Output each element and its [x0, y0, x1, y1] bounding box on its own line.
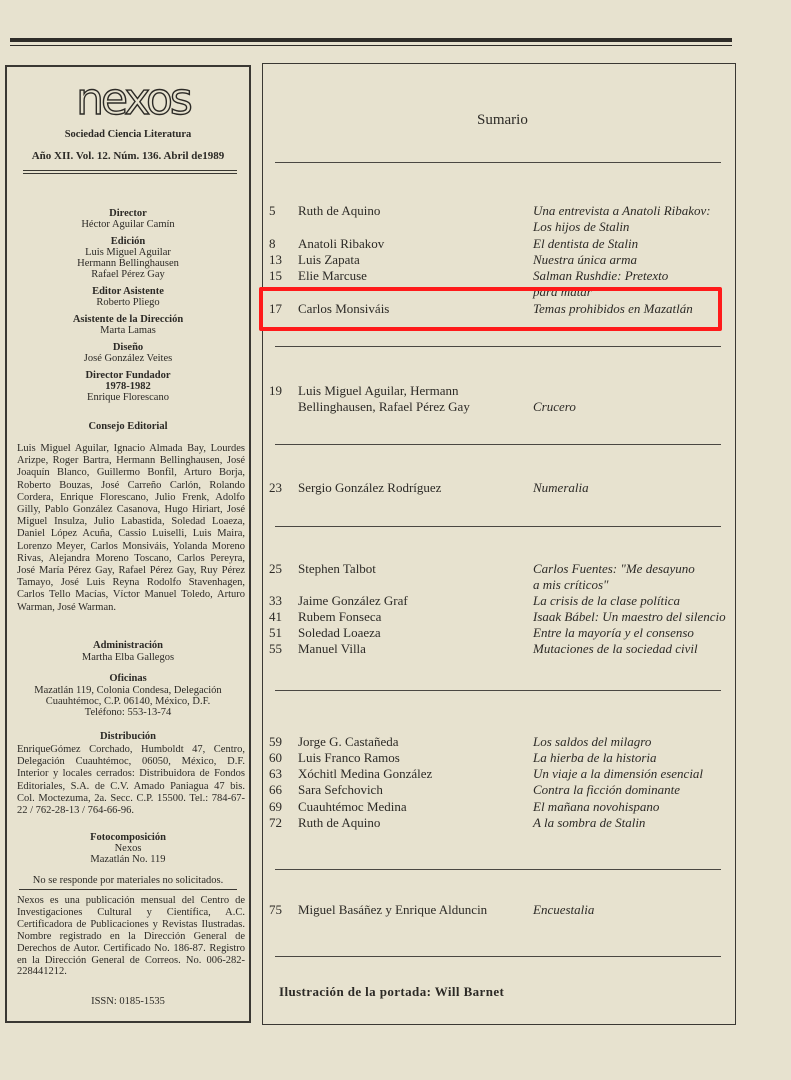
- toc-author: Cuauhtémoc Medina: [298, 799, 407, 814]
- name-asistente-direccion: Marta Lamas: [100, 325, 156, 336]
- admin-title: Administración: [92, 640, 163, 651]
- founder-years: 1978-1982: [105, 381, 151, 392]
- toc-page-number: 33: [269, 593, 282, 608]
- toc-author: Elie Marcuse: [298, 268, 367, 283]
- notice-divider: [19, 889, 237, 890]
- toc-article-title: Temas prohibidos en Mazatlán: [533, 301, 693, 316]
- toc-article-title: para matar: [533, 284, 592, 299]
- admin-name: Martha Elba Gallegos: [81, 652, 175, 663]
- distribucion-text: EnriqueGómez Corchado, Humboldt 47, Centro, Delegación Cuauhtémoc, 06050, México, D.F. Interior y locales cerrados: Distribuidora de Fondos Editoriales, S.A. de C.V. Amado Paniagua 47 bis. Col. Moctezuma, 2a. Secc. C.P. 15500. Tel.: 784-67-22 / 762-28-13 / 764-66-96.: [17, 744, 245, 817]
- toc-article-title: Nuestra única arma: [533, 252, 637, 267]
- toc-page-number: 72: [269, 815, 282, 830]
- toc-entry: [262, 766, 736, 782]
- toc-entry: [262, 383, 736, 399]
- toc-entry: [262, 203, 736, 219]
- toc-author: Bellinghausen, Rafael Pérez Gay: [298, 399, 470, 414]
- toc-entry: [262, 236, 736, 252]
- toc-entry: [262, 593, 736, 609]
- top-rule-thin: [10, 45, 732, 46]
- toc-article-title: A la sombra de Stalin: [533, 815, 646, 830]
- toc-page-number: 59: [269, 734, 282, 749]
- toc-author: Luis Franco Ramos: [298, 750, 400, 765]
- issn: ISSN: 0185-1535: [91, 996, 165, 1007]
- toc-page-number: 66: [269, 782, 282, 797]
- toc-page-number: 8: [269, 236, 276, 251]
- toc-author: Luis Miguel Aguilar, Hermann: [298, 383, 459, 398]
- toc-article-title: Una entrevista a Anatoli Ribakov:: [533, 203, 711, 218]
- legal-text: Nexos es una publicación mensual del Centro de Investigaciones Cultural y Científica, A.C. Certificadora de Publicaciones y Revistas Ilustradas. Nombre registrado en la Dirección General de Derechos de Autor. Certificado No. 186-87. Registro en la Dirección General de Correos. No. 006-282-228441212.: [17, 895, 245, 978]
- toc-entry: [262, 799, 736, 815]
- toc-entry: [262, 734, 736, 750]
- toc-entry: [262, 219, 736, 235]
- section-divider: [275, 526, 721, 527]
- toc-entry: [262, 609, 736, 625]
- section-divider: [275, 869, 721, 870]
- toc-article-title: La crisis de la clase política: [533, 593, 680, 608]
- issue-line: Año XII. Vol. 12. Núm. 136. Abril de1989: [31, 150, 225, 162]
- toc-author: Sergio González Rodríguez: [298, 480, 442, 495]
- foto-title: Fotocomposición: [90, 832, 166, 843]
- toc-page-number: 75: [269, 902, 282, 917]
- role-asistente-direccion: Asistente de la Dirección: [72, 314, 184, 325]
- name-editor-asistente: Roberto Pliego: [96, 297, 160, 308]
- toc-page-number: 17: [269, 301, 282, 316]
- toc-page-number: 19: [269, 383, 282, 398]
- toc-entry: [262, 625, 736, 641]
- toc-author: Soledad Loaeza: [298, 625, 381, 640]
- section-divider: [275, 162, 721, 163]
- toc-entry: [262, 252, 736, 268]
- toc-entry: [262, 750, 736, 766]
- toc-article-title: Entre la mayoría y el consenso: [533, 625, 694, 640]
- toc-entry: [262, 902, 736, 918]
- cover-credit: Ilustración de la portada: Will Barnet: [279, 984, 505, 999]
- toc-entry: [262, 268, 736, 284]
- name-diseno: José González Veites: [83, 353, 173, 364]
- toc-author: Jaime González Graf: [298, 593, 408, 608]
- sumario-title: Sumario: [477, 112, 528, 128]
- toc-page-number: 55: [269, 641, 282, 656]
- masthead-divider: [23, 170, 237, 171]
- toc-author: Xóchitl Medina González: [298, 766, 433, 781]
- toc-page-number: 25: [269, 561, 282, 576]
- toc-article-title: Carlos Fuentes: "Me desayuno: [533, 561, 695, 576]
- oficinas-line-2: Cuauhtémoc, C.P. 06140, México, D.F.: [45, 696, 211, 707]
- section-divider: [275, 690, 721, 691]
- role-director: Director: [109, 208, 147, 219]
- oficinas-line-1: Mazatlán 119, Colonia Condesa, Delegación: [34, 685, 222, 696]
- toc-article-title: Encuestalia: [533, 902, 595, 917]
- toc-author: Sara Sefchovich: [298, 782, 383, 797]
- toc-article-title: Numeralia: [533, 480, 589, 495]
- toc-article-title: La hierba de la historia: [533, 750, 657, 765]
- toc-article-title: a mis críticos": [533, 577, 609, 592]
- toc-article-title: Isaak Bábel: Un maestro del silencio: [533, 609, 726, 624]
- toc-author: Stephen Talbot: [298, 561, 376, 576]
- toc-entry: [262, 480, 736, 496]
- section-divider: [275, 956, 721, 957]
- toc-entry: [262, 782, 736, 798]
- toc-article-title: Los hijos de Stalin: [533, 219, 630, 234]
- section-divider: [275, 346, 721, 347]
- name-edicion-2: Hermann Bellinghausen: [77, 258, 179, 269]
- toc-page-number: 63: [269, 766, 282, 781]
- section-divider: [275, 444, 721, 445]
- masthead-panel: [5, 65, 251, 1023]
- top-rule-thick: [10, 38, 732, 42]
- toc-author: Ruth de Aquino: [298, 203, 381, 218]
- toc-page-number: 69: [269, 799, 282, 814]
- toc-page-number: 15: [269, 268, 282, 283]
- foto-line-2: Mazatlán No. 119: [90, 854, 166, 865]
- toc-author: Carlos Monsiváis: [298, 301, 390, 316]
- name-edicion-1: Luis Miguel Aguilar: [85, 247, 171, 258]
- foto-line-1: Nexos: [114, 843, 142, 854]
- toc-page-number: 13: [269, 252, 282, 267]
- toc-article-title: Crucero: [533, 399, 576, 414]
- role-editor-asistente: Editor Asistente: [92, 286, 164, 297]
- name-director: Héctor Aguilar Camín: [81, 219, 175, 230]
- toc-article-title: Contra la ficción dominante: [533, 782, 680, 797]
- tagline: Sociedad Ciencia Literatura: [64, 129, 192, 140]
- toc-page-number: 60: [269, 750, 282, 765]
- oficinas-line-3: Teléfono: 553-13-74: [84, 707, 172, 718]
- nexos-logo: nexos: [76, 74, 190, 125]
- masthead-divider: [23, 173, 237, 174]
- consejo-title: Consejo Editorial: [88, 421, 168, 432]
- toc-entry: [262, 399, 736, 415]
- toc-author: Rubem Fonseca: [298, 609, 382, 624]
- role-edicion: Edición: [110, 236, 146, 247]
- role-director-fundador: Director Fundador: [85, 370, 171, 381]
- toc-page-number: 51: [269, 625, 282, 640]
- oficinas-title: Oficinas: [109, 673, 147, 684]
- toc-article-title: Salman Rushdie: Pretexto: [533, 268, 669, 283]
- toc-entry: [262, 561, 736, 577]
- toc-entry: [262, 641, 736, 657]
- toc-author: Anatoli Ribakov: [298, 236, 385, 251]
- toc-entry: [262, 815, 736, 831]
- toc-article-title: El mañana novohispano: [533, 799, 660, 814]
- notice: No se responde por materiales no solicitados.: [32, 875, 224, 886]
- role-diseno: Diseño: [112, 342, 144, 353]
- toc-author: Luis Zapata: [298, 252, 360, 267]
- toc-article-title: Un viaje a la dimensión esencial: [533, 766, 704, 781]
- toc-author: Ruth de Aquino: [298, 815, 381, 830]
- toc-page-number: 23: [269, 480, 282, 495]
- consejo-text: Luis Miguel Aguilar, Ignacio Almada Bay, Lourdes Arizpe, Roger Bartra, Hermann Bellinghausen, José Joaquín Blanco, Guillermo Bonfil, Arturo Borja, Roberto Bouzas, José Carreño Carlón, Rolando Cordera, Enrique Florescano, Julio Frenk, Adolfo Gilly, Pablo González Casanova, Hugo Hiriart, José Miguel Insulza, Julio Labastida, Soledad Loaeza, Daniel López Acuña, Cassio Luiselli, Luis Maira, Lorenzo Meyer, Carlos Monsiváis, Yolanda Moreno Rivas, Alejandra Moreno Toscano, Carlos Pereyra, José María Pérez Gay, Rafael Pérez Gay, Ruy Pérez Tamayo, José Luis Reyna Rodolfo Stavenhagen, Carlos Tello Macías, Víctor Manuel Toledo, Arturo Warman, José Warman.: [17, 443, 245, 613]
- highlight-box: [259, 287, 722, 331]
- distribucion-title: Distribución: [99, 731, 156, 742]
- name-edicion-3: Rafael Pérez Gay: [91, 269, 165, 280]
- toc-entry: [262, 577, 736, 593]
- name-director-fundador: Enrique Florescano: [87, 392, 169, 403]
- toc-author: Manuel Villa: [298, 641, 366, 656]
- toc-page-number: 41: [269, 609, 282, 624]
- toc-article-title: El dentista de Stalin: [533, 236, 639, 251]
- toc-article-title: Mutaciones de la sociedad civil: [533, 641, 698, 656]
- toc-author: Miguel Basáñez y Enrique Alduncin: [298, 902, 488, 917]
- toc-page-number: 5: [269, 203, 276, 218]
- toc-author: Jorge G. Castañeda: [298, 734, 399, 749]
- toc-article-title: Los saldos del milagro: [533, 734, 652, 749]
